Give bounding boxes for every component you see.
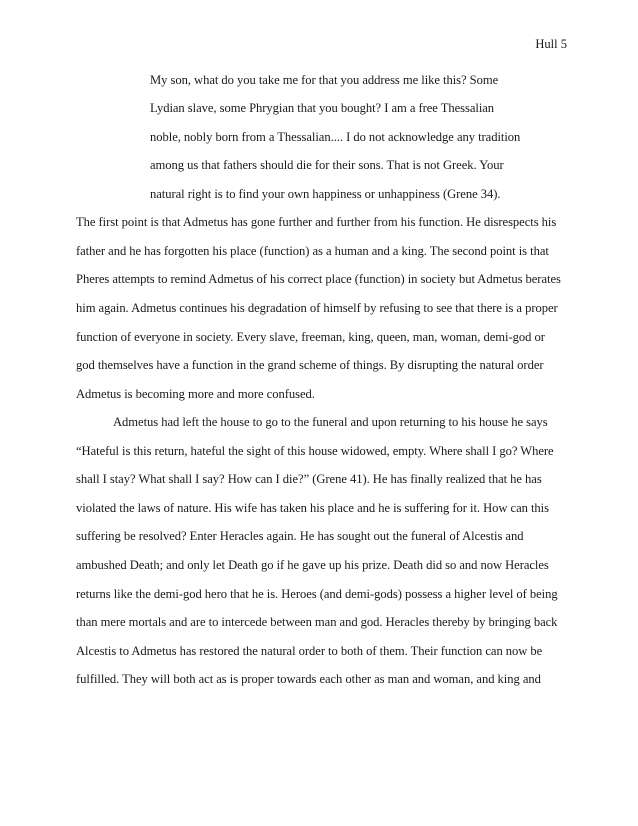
paragraph-line: suffering be resolved? Enter Heracles again. He has sought out the funeral of Alcestis and bbox=[76, 529, 524, 543]
paragraph-line: him again. Admetus continues his degradation of himself by refusing to see that there is a proper bbox=[76, 301, 558, 315]
paragraph-line: violated the laws of nature. His wife has taken his place and he is suffering for it. How can this bbox=[76, 501, 549, 515]
running-head: Hull 5 bbox=[535, 37, 567, 51]
paragraph-line: than mere mortals and are to intercede between man and god. Heracles thereby by bringing back bbox=[76, 615, 558, 629]
paragraph-line: father and he has forgotten his place (function) as a human and a king. The second point is that bbox=[76, 244, 549, 258]
block-quote-line: My son, what do you take me for that you address me like this? Some bbox=[150, 73, 499, 87]
paragraph-line: Pheres attempts to remind Admetus of his correct place (function) in society but Admetus berates bbox=[76, 272, 561, 286]
block-quote-line: natural right is to find your own happiness or unhappiness (Grene 34). bbox=[150, 187, 501, 201]
block-quote-line: Lydian slave, some Phrygian that you bought? I am a free Thessalian bbox=[150, 101, 495, 115]
paragraph-line: ambushed Death; and only let Death go if he gave up his prize. Death did so and now Heracles bbox=[76, 558, 549, 572]
paragraph-line: returns like the demi-god hero that he is. Heroes (and demi-gods) possess a higher level of being bbox=[76, 587, 558, 601]
paragraph-line: function of everyone in society. Every slave, freeman, king, queen, man, woman, demi-god or bbox=[76, 330, 545, 344]
block-quote-line: among us that fathers should die for their sons. That is not Greek. Your bbox=[150, 158, 504, 172]
paragraph-line: Admetus is becoming more and more confused. bbox=[76, 387, 315, 401]
paragraph-line: “Hateful is this return, hateful the sight of this house widowed, empty. Where shall I go? Where bbox=[76, 444, 554, 458]
paragraph-line: Admetus had left the house to go to the funeral and upon returning to his house he says bbox=[113, 415, 548, 429]
paragraph-line: god themselves have a function in the grand scheme of things. By disrupting the natural order bbox=[76, 358, 544, 372]
paragraph-line: fulfilled. They will both act as is proper towards each other as man and woman, and king and bbox=[76, 672, 541, 686]
block-quote-line: noble, nobly born from a Thessalian.... I do not acknowledge any tradition bbox=[150, 130, 521, 144]
paragraph-line: The first point is that Admetus has gone further and further from his function. He disrespects his bbox=[76, 215, 557, 229]
paragraph-line: shall I stay? What shall I say? How can I die?” (Grene 41). He has finally realized that he has bbox=[76, 472, 542, 486]
paragraph-line: Alcestis to Admetus has restored the natural order to both of them. Their function can now be bbox=[76, 644, 543, 658]
